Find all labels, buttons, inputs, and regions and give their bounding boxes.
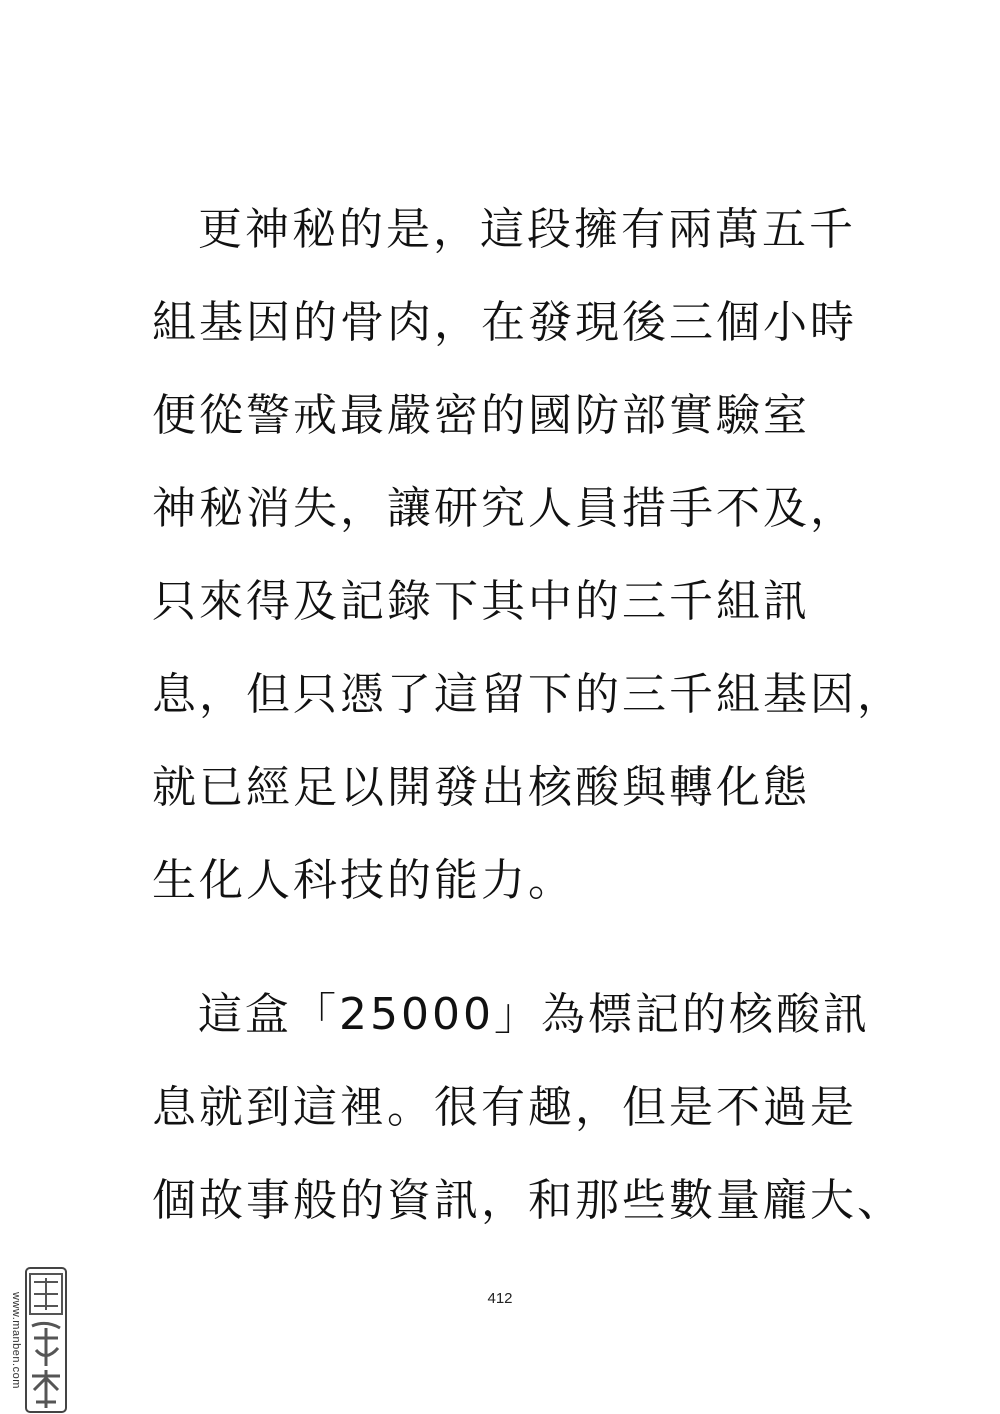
paragraph-1-line-4: 神秘消失，讓研究人員措手不及， (152, 483, 857, 534)
page-number: 412 (487, 1290, 513, 1307)
paragraph-2 (152, 985, 904, 1264)
paragraph-2-line-1: 這盒「25000」為標記的核酸訊 (198, 989, 870, 1040)
paragraph-2-line-3: 個故事般的資訊，和那些數量龐大、 (152, 1175, 904, 1226)
paragraph-1-line-5: 只來得及記錄下其中的三千組訊 (152, 576, 810, 627)
paragraph-1 (152, 200, 904, 944)
paragraph-2-line-2: 息就到這裡。很有趣，但是不過是 (152, 1082, 857, 1133)
paragraph-1-line-7: 就已經足以開發出核酸與轉化態 (152, 762, 810, 813)
paragraph-1-line-6: 息，但只憑了這留下的三千組基因， (152, 669, 904, 720)
paragraph-1-line-8: 生化人科技的能力。 (152, 855, 575, 906)
watermark-logo-icon (24, 1266, 68, 1414)
paragraph-1-line-2: 組基因的骨肉，在發現後三個小時 (152, 297, 857, 348)
watermark (6, 1266, 68, 1414)
paragraph-1-line-3: 便從警戒最嚴密的國防部實驗室 (152, 390, 810, 441)
watermark-url: www.manben.com (10, 1291, 22, 1389)
paragraph-1-line-1: 更神秘的是，這段擁有兩萬五千 (198, 204, 856, 255)
